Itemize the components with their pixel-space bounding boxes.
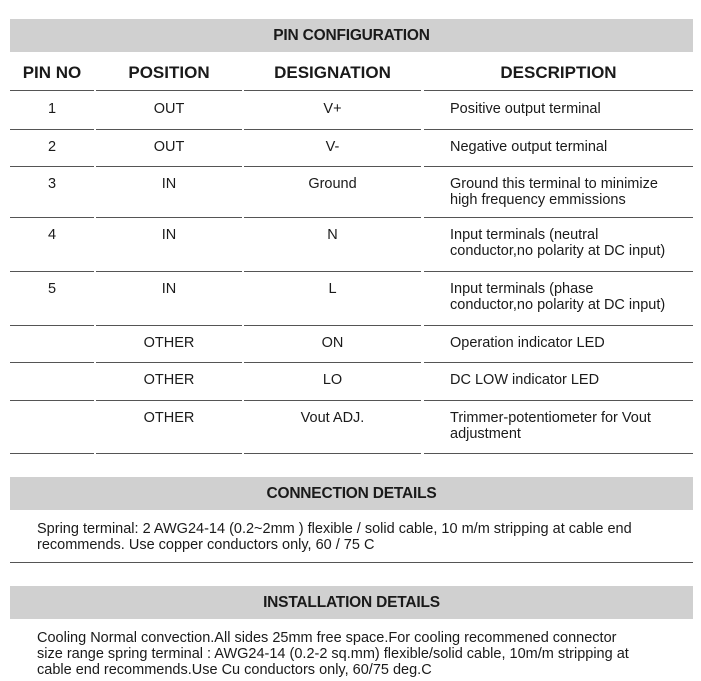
position-cell: OTHER [143, 335, 195, 351]
table-row [10, 362, 693, 400]
connection-details-title: CONNECTION DETAILS [10, 477, 693, 510]
description-line: conductor,no polarity at DC input) [450, 297, 666, 313]
description-cell [450, 139, 695, 155]
column-header-description: DESCRIPTION [500, 63, 617, 82]
description-line: Operation indicator LED [450, 335, 605, 351]
description-line: Input terminals (phase [450, 281, 594, 297]
description-line: high frequency emmissions [450, 192, 626, 208]
position-cell: OTHER [143, 410, 195, 426]
description-cell [450, 227, 695, 259]
designation-cell: N [327, 227, 338, 243]
connection-details-text [37, 521, 697, 553]
pin-no-cell: 4 [47, 227, 57, 243]
position-cell: IN [161, 176, 177, 192]
pin-no-cell: 5 [47, 281, 57, 297]
designation-cell: LO [322, 372, 343, 388]
description-cell [450, 281, 695, 313]
description-line: Trimmer-potentiometer for Vout [450, 410, 651, 426]
pin-no-cell: 2 [47, 139, 57, 155]
connection-divider [10, 562, 693, 563]
description-line: DC LOW indicator LED [450, 372, 600, 388]
position-cell: OUT [153, 101, 185, 117]
description-cell [450, 335, 695, 351]
table-row [10, 325, 693, 362]
table-row [10, 400, 693, 453]
position-cell: OTHER [143, 372, 195, 388]
designation-cell: V- [325, 139, 340, 155]
installation-details-title: INSTALLATION DETAILS [10, 586, 693, 619]
table-row [10, 271, 693, 325]
installation-details-text [37, 630, 697, 678]
table-row [10, 166, 693, 217]
table-row [10, 217, 693, 271]
designation-cell: ON [321, 335, 344, 351]
table-divider [96, 453, 242, 454]
table-row [10, 129, 693, 166]
table-row [10, 91, 693, 129]
description-line: Positive output terminal [450, 101, 601, 117]
connection-line: recommends. Use copper conductors only, 60 / 75 C [37, 537, 375, 553]
column-header-designation: DESIGNATION [274, 63, 391, 82]
pin-no-cell: 3 [47, 176, 57, 192]
designation-cell: V+ [323, 101, 342, 117]
pin-configuration-title: PIN CONFIGURATION [10, 19, 693, 52]
description-line: Negative output terminal [450, 139, 608, 155]
description-cell [450, 372, 695, 388]
position-cell: OUT [153, 139, 185, 155]
designation-cell: Ground [308, 176, 357, 192]
description-line: adjustment [450, 426, 521, 442]
description-line: Input terminals (neutral [450, 227, 599, 243]
installation-line: cable end recommends.Use Cu conductors only, 60/75 deg.C [37, 662, 432, 678]
connection-line: Spring terminal: 2 AWG24-14 (0.2~2mm ) flexible / solid cable, 10 m/m stripping at cable end [37, 521, 632, 537]
description-cell [450, 410, 695, 442]
pin-no-cell: 1 [47, 101, 57, 117]
installation-line: size range spring terminal : AWG24-14 (0.2-2 sq.mm) flexible/solid cable, 10m/m stripping at [37, 646, 629, 662]
table-divider [244, 453, 421, 454]
installation-line: Cooling Normal convection.All sides 25mm free space.For cooling recommened connector [37, 630, 617, 646]
description-line: conductor,no polarity at DC input) [450, 243, 666, 259]
position-cell: IN [161, 281, 177, 297]
table-divider [10, 453, 94, 454]
description-cell [450, 176, 695, 208]
column-header-position: POSITION [128, 63, 210, 82]
table-divider [424, 453, 693, 454]
position-cell: IN [161, 227, 177, 243]
column-header-pin-no: PIN NO [22, 63, 82, 82]
description-line: Ground this terminal to minimize [450, 176, 658, 192]
designation-cell: Vout ADJ. [300, 410, 365, 426]
designation-cell: L [328, 281, 337, 297]
description-cell [450, 101, 695, 117]
